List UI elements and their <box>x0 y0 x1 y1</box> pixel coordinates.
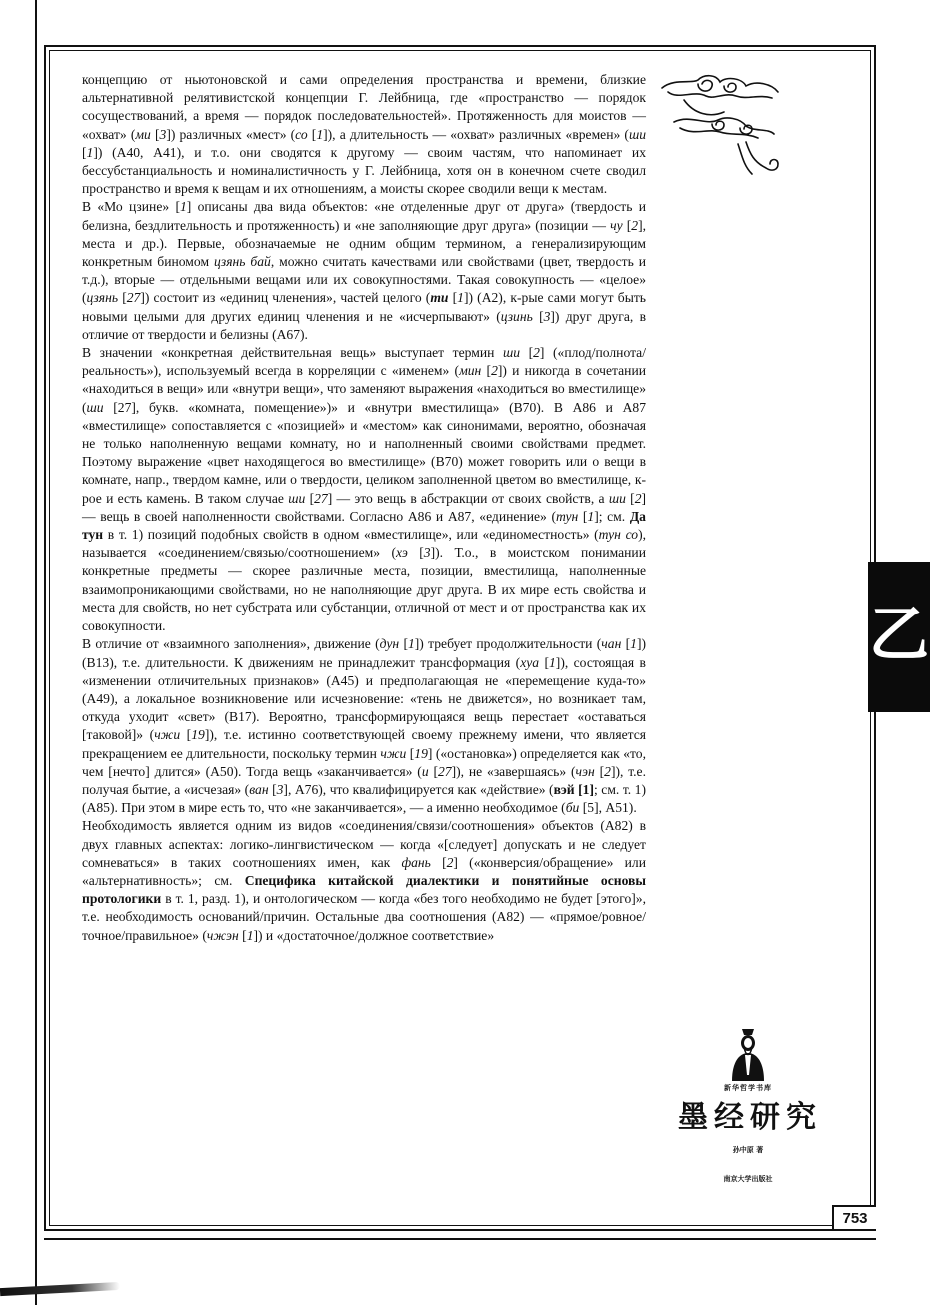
text-run: ]) и никогда в сочетании «находиться в вещи» или «внутри вещи», что заменяют выражения «находиться во вместилище» ( <box>82 363 647 415</box>
paragraph <box>82 198 646 344</box>
text-run: ; см. т. 1) (А85). При этом в мире есть то, что «не заканчивается», — а именно необходимое ( <box>82 781 646 816</box>
text-run: чу <box>610 217 623 233</box>
text-run: [ <box>82 144 87 160</box>
text-run: ]). Т.о., в моистском понимании конкретные предметы — скорее различные места, позиции, вместилища, наполненные взаимопроникающими свойствами, но не наполняющие друг друга. В их мире есть свойства и места для свойств, но нет субстрата или субстанции, отличной от мест и от пространства как их совокупности. <box>82 545 646 634</box>
text-run: [1] <box>578 781 595 797</box>
text-run: В значении «конкретная действительная вещь» выступает термин <box>82 345 503 361</box>
text-run: В «Мо цзине» [ <box>82 199 180 215</box>
text-run: [ <box>578 508 588 524</box>
text-run: [ <box>407 545 424 561</box>
text-run: [ <box>622 217 632 233</box>
text-run: дун <box>379 636 400 652</box>
text-run: ] («остановка») определяется как «то, чем [нечто] длится» (А50). Тогда вещь «заканчивается» ( <box>82 745 646 779</box>
text-run: ши <box>86 399 104 415</box>
text-run: [ <box>399 636 408 652</box>
text-run: 19 <box>414 745 428 761</box>
text-run: ]) (В13), т.е. длительности. К движениям не принадлежит трансформация ( <box>82 636 647 670</box>
text-run: [ <box>621 636 631 652</box>
book-publisher: 南京大学出版社 <box>723 1175 773 1183</box>
text-run: чжи <box>154 727 181 743</box>
text-run: ]), не «завершаясь» ( <box>451 763 576 779</box>
text-run: чэн <box>575 763 595 779</box>
text-run: 1 <box>86 144 94 160</box>
text-run: в т. 1) позиций подобных свойств в одном «вместилище», или «единоместность» ( <box>103 527 599 543</box>
page-number: 753 <box>832 1205 876 1229</box>
text-run: В отличие от «взаимного заполнения», движение ( <box>82 636 380 652</box>
text-column <box>82 71 646 945</box>
text-run: в т. 1, разд. 1), и онтологическом — когда «без того необходимо не будет [этого]», т.е. необходимость оснований/причин. Остальные два соотношения (А82) — «прямое/ровное/точное/правильное» ( <box>82 891 646 943</box>
text-run: 1 <box>246 927 254 943</box>
text-run: ] описаны два вида объектов: «не отделенные друг от друга» (твердость и белизна, бездлительность и протяженность) и «не заполняющие друг друга» (позиции — <box>82 199 646 233</box>
text-run: [ <box>594 763 605 779</box>
text-run: ] — вещь в своей наполненности свойствами. Согласно А86 и А87, «единение» ( <box>82 490 647 524</box>
text-run: хуа <box>520 654 540 670</box>
text-run: [ <box>268 781 277 797</box>
text-run: ши <box>502 345 521 361</box>
text-run: 1 <box>457 290 464 306</box>
text-run: цзинь <box>500 308 533 324</box>
paragraph <box>82 635 646 817</box>
text-run: Необходимость является одним из видов «соединения/связи/соотношения» объектов (А82) в двух главных аспектах: логико-лингвистическом — когда «[следует] допускать и не следует сомневаться» в таких соотношениях имен, как <box>82 818 646 870</box>
paragraph <box>82 344 646 635</box>
text-run: ши <box>628 126 646 142</box>
text-run: Да тун <box>82 508 646 543</box>
text-run: цзянь <box>86 290 119 306</box>
text-run: фань <box>401 854 431 870</box>
text-run: 1 <box>316 126 324 142</box>
text-run: [ <box>118 290 127 306</box>
text-run: 3 <box>543 308 551 324</box>
text-run: вэй <box>553 781 575 797</box>
text-run: 1 <box>587 508 595 524</box>
text-run: ]), т.е. получая бытие, а «исчезая» ( <box>82 763 646 797</box>
text-run: 2 <box>604 763 611 779</box>
text-run: ]) состоит из «единиц членения», частей целого ( <box>140 290 431 306</box>
text-run: со <box>295 126 308 142</box>
chapter-tab-glyph: 乙 <box>869 600 929 670</box>
footer-rule <box>44 1238 876 1240</box>
text-run: ]) (А40, А41), и т.о. они сводятся к другому — своим частям, что напоминает их бессубстанциальность и номиналистичность у Г. Лейбница, хотя он в конечном счете сводил пространство и время к вещам и их отношениям, а моисты скорее сводили вещи к местам. <box>82 144 646 197</box>
text-run: [ <box>305 490 315 506</box>
text-run: [ <box>625 490 635 506</box>
text-run: концепцию от ньютоновской и сами определения пространства и времени, близкие альтернативной релятивистской концепции Г. Лейбница, где «пространство — порядок сосуществований, а время — порядок последовательностей». Протяженность для моистов — «охват» ( <box>82 72 646 142</box>
text-run: ти <box>430 290 449 306</box>
paragraph <box>82 817 646 944</box>
text-run: [ <box>428 763 438 779</box>
text-run: ] — это вещь в абстракции от своих свойств, а <box>327 490 609 506</box>
book-cover-illustration <box>648 1025 848 1205</box>
text-run: тун <box>555 508 579 524</box>
text-run: ]), т.е. истинно соответствующей своему прежнему имени, что является прекращением ее длительности, поскольку термин <box>82 727 646 761</box>
text-run: [ <box>539 654 549 670</box>
text-run: ван <box>249 781 269 797</box>
text-run: и <box>421 763 429 779</box>
text-run: [ <box>481 363 492 379</box>
text-run: 3 <box>159 126 167 142</box>
text-run: ми <box>135 126 151 142</box>
chapter-tab <box>868 562 930 712</box>
text-run: 1 <box>179 199 187 215</box>
sage-portrait-icon <box>718 1025 778 1081</box>
text-run: ]) друг друга, в отличие от твердости и белизны (А67). <box>82 308 646 342</box>
text-run: ]), состоящая в «изменении отличительных признаков» (А45) и предполагающая не «перемещение куда-то» (А49), а локальное возникновение или исчезновение: «тень не движется», но возникает там, откуда уходит «свет» (В17). Вероятно, трансформирующаяся вещь перестает «оставаться [таковой]» ( <box>82 654 646 743</box>
text-run: ] («плод/полнота/реальность»), используемый всегда в корреляции с «именем» ( <box>82 345 646 379</box>
text-run: ]) (А2), к-рые сами могут быть новыми целыми для других единиц членения и не «исчерпывают» ( <box>82 290 646 324</box>
scan-smudge <box>0 1282 120 1296</box>
text-run: цзянь бай <box>213 254 271 270</box>
text-run: 3 <box>423 545 431 561</box>
text-run: 27 <box>314 490 328 506</box>
text-run: , можно считать качествами или свойствами (цвет, твердость и т.д.), вторые — отдельными вещами или их совокупностями. Такая совокупность — «целое» ( <box>82 254 646 306</box>
text-run: ши <box>608 490 626 506</box>
text-run: [27], букв. «комната, помещение»)» и «внутри вместилища» (В70). В А86 и А87 «вместилище» сопоставляется с «позицией» и «местом» как синонимами, вероятно, обозначая не только наполненную вещами комнату, но и наполненный своими свойствами предмет. Поэтому выражение «цвет находящегося во вместилище» (В70) может говорить или о вещи в комнате, напр., твердом камне, или о твердости, целиком заполненной цветом во вместилище, к-рое и есть камень. В таком случае <box>82 399 646 506</box>
text-run: ши <box>288 490 306 506</box>
cloud-scroll-icon <box>654 70 784 185</box>
text-run: тун со <box>598 527 639 543</box>
text-run: 2 <box>634 490 642 506</box>
text-run: [ <box>307 126 317 142</box>
text-run: 2 <box>446 854 454 870</box>
text-run: [ <box>238 927 247 943</box>
book-author: 孙中原 著 <box>732 1146 764 1154</box>
text-run: чан <box>601 636 622 652</box>
text-run: ]), а длительность — «охват» различных «времен» ( <box>323 126 629 142</box>
text-run: [5], А51). <box>579 800 637 816</box>
text-run: 1 <box>549 654 556 670</box>
text-run: [ <box>532 308 544 324</box>
text-run: чжи <box>380 745 407 761</box>
text-run: ), называется «соединением/связью/соотношением» ( <box>82 527 646 561</box>
text-run: ], места и др.). Первые, обозначаемые не одним общим термином, а генерализирующим конкретным биномом <box>82 217 646 270</box>
text-run: [ <box>430 854 447 870</box>
text-run: [ <box>448 290 458 306</box>
text-run: [ <box>520 345 534 361</box>
text-run: 2 <box>533 345 540 361</box>
text-run: 3 <box>276 781 284 797</box>
text-run: 1 <box>630 636 637 652</box>
text-run: Специфика китайской диалектики и понятийные основы протологики <box>82 872 646 907</box>
text-run: 27 <box>126 290 141 306</box>
text-run: 19 <box>191 727 205 743</box>
text-run: ]; см. <box>594 508 630 524</box>
text-run: 1 <box>407 636 415 652</box>
text-run: мин <box>459 363 482 379</box>
text-run: [ <box>180 727 192 743</box>
text-run: хэ <box>395 545 408 561</box>
text-run: ]) различных «мест» ( <box>166 126 296 142</box>
text-run: ], А76), что квалифицируется как «действие» ( <box>283 781 554 797</box>
text-run: 2 <box>631 217 639 233</box>
text-run: ] («конверсия/обращение» или «альтернативность»; см. <box>82 854 646 888</box>
text-run: ]) и «достаточное/должное соответствие» <box>253 927 495 943</box>
text-run: би <box>565 800 580 816</box>
text-run: ]) требует продолжительности ( <box>414 636 602 652</box>
text-run: [ <box>406 745 415 761</box>
text-run: 2 <box>491 363 498 379</box>
text-run: [ <box>150 126 160 142</box>
text-run: чжэн <box>206 927 239 943</box>
book-series: 新华哲学书库 <box>724 1084 772 1092</box>
text-run: 27 <box>437 763 452 779</box>
book-title: 墨经研究 <box>678 1100 822 1135</box>
paragraph <box>82 71 646 198</box>
left-margin-rule <box>35 0 37 1305</box>
